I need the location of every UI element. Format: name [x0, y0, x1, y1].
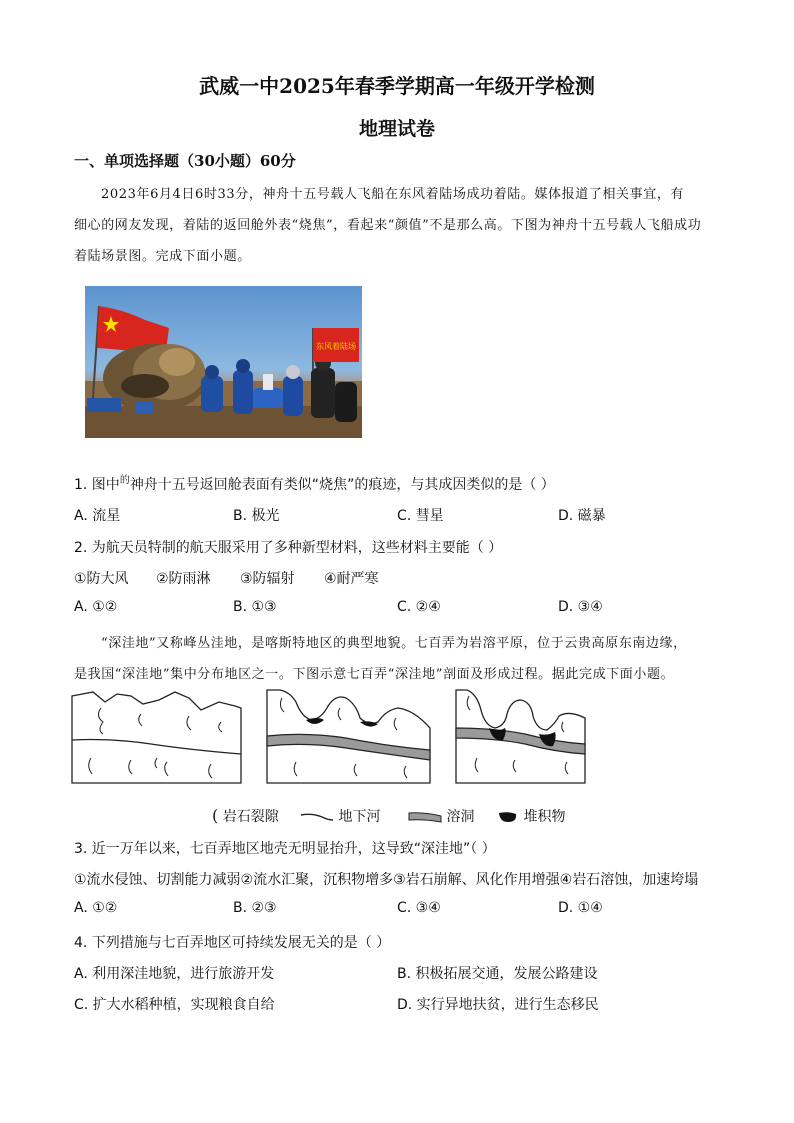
q2-option-c[interactable]: C. ②④ — [397, 599, 441, 615]
karst-profile-stage-1 — [71, 688, 243, 784]
q2-item-1: ①防大风 — [74, 571, 129, 587]
q3-option-a[interactable]: A. ①② — [74, 900, 118, 916]
q4-option-d[interactable]: D. 实行异地扶贫，进行生态移民 — [397, 997, 599, 1013]
q1-option-d[interactable]: D. 磁暴 — [558, 508, 606, 524]
page-subtitle: 地理试卷 — [358, 118, 435, 140]
karst-profile-stage-3 — [455, 688, 587, 784]
legend-crack: ( 岩石裂隙 — [212, 806, 279, 825]
q4-option-b[interactable]: B. 积极拓展交通，发展公路建设 — [397, 966, 598, 982]
legend-cave: 溶洞 — [408, 806, 474, 826]
page-title: 武威一中2025年春季学期高一年级开学检测 — [199, 74, 595, 98]
deposit-symbol-icon — [497, 810, 519, 824]
karst-profile-stage-2 — [266, 688, 432, 784]
landing-scene-drawing — [85, 286, 362, 438]
q2-option-a[interactable]: A. ①② — [74, 599, 118, 615]
question-2-stem: 2. 为航天员特制的航天服采用了多种新型材料，这些材料主要能（ ） — [74, 540, 503, 556]
q3-option-c[interactable]: C. ③④ — [397, 900, 441, 916]
legend-deposit: 堆积物 — [497, 806, 565, 826]
q3-items: ①流水侵蚀、切割能力减弱②流水汇聚，沉积物增多③岩石崩解、风化作用增强④岩石溶蚀，加速垮塌 — [74, 872, 699, 888]
passage-line: 着陆场景图。完成下面小题。 — [74, 249, 251, 264]
q4-option-c[interactable]: C. 扩大水稻种植，实现粮食自给 — [74, 997, 275, 1013]
q2-item-3: ③防辐射 — [240, 571, 295, 587]
banner-text: 东风着陆场 — [316, 342, 356, 351]
q1-option-c[interactable]: C. 彗星 — [397, 508, 444, 524]
q2-item-4: ④耐严寒 — [324, 571, 379, 587]
question-1-stem: 1. 图中$^的$神舟十五号返回舱表面有类似“烧焦”的痕迹，与其成因类似的是（ ） — [74, 475, 555, 493]
passage-line: 是我国“深洼地”集中分布地区之一。下图示意七百弄“深洼地”剖面及形成过程。据此完成下面小题。 — [74, 667, 675, 682]
legend-river: 地下河 — [300, 806, 380, 826]
q4-option-a[interactable]: A. 利用深洼地貌，进行旅游开发 — [74, 966, 275, 982]
landing-scene-photo — [85, 286, 362, 438]
passage-line: 2023年6月4日6时33分，神舟十五号载人飞船在东风着陆场成功着陆。媒体报道了相关事宜，有 — [101, 187, 685, 202]
passage-line: “深洼地”又称峰丛洼地，是喀斯特地区的典型地貌。七百弄为岩溶平原，位于云贵高原东南边缘， — [101, 636, 687, 651]
question-4-stem: 4. 下列措施与七百弄地区可持续发展无关的是（ ） — [74, 935, 391, 951]
q2-option-b[interactable]: B. ①③ — [233, 599, 277, 615]
q2-option-d[interactable]: D. ③④ — [558, 599, 603, 615]
q1-option-a[interactable]: A. 流星 — [74, 508, 121, 524]
q3-option-d[interactable]: D. ①④ — [558, 900, 603, 916]
cave-symbol-icon — [408, 810, 442, 824]
question-3-stem: 3. 近一万年以来，七百弄地区地壳无明显抬升，这导致“深洼地”（ ） — [74, 841, 496, 857]
crack-symbol-icon: ( — [212, 806, 219, 825]
q1-option-b[interactable]: B. 极光 — [233, 508, 280, 524]
passage-line: 细心的网友发现，着陆的返回舱外表“烧焦”，看起来“颜值”不是那么高。下图为神舟十五号载人飞船成功 — [74, 218, 702, 233]
section-heading: 一、单项选择题（30小题）60分 — [74, 152, 296, 170]
river-symbol-icon — [300, 811, 334, 823]
q2-item-2: ②防雨淋 — [156, 571, 211, 587]
q3-option-b[interactable]: B. ②③ — [233, 900, 277, 916]
